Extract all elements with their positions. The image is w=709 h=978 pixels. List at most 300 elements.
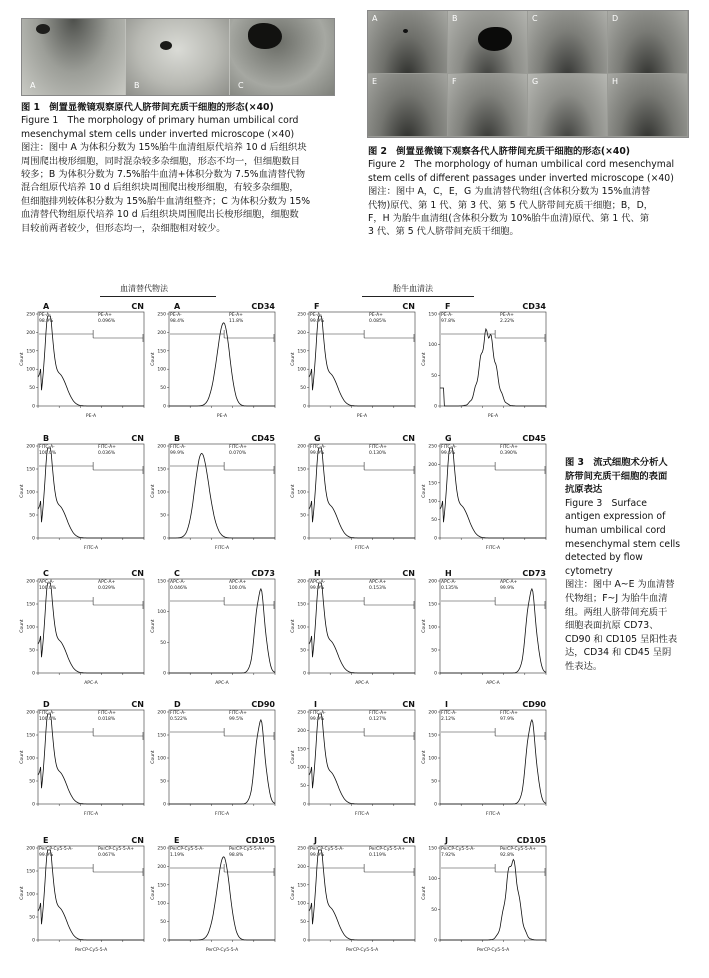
gate-negative [441, 462, 495, 470]
flow-panel-b-cn [16, 434, 148, 554]
flow-panel-g-cd45 [418, 434, 550, 554]
figure2-panel-g [528, 74, 607, 136]
figure2-micrographs [367, 10, 689, 138]
histogram-curve [440, 860, 546, 941]
gate-right-stats [500, 711, 518, 722]
figure2-note-1: 代物)原代、第 1 代、第 3 代、第 5 代人脐带间充质干细胞；B，D， [368, 199, 654, 211]
figure1-note-1: 周围爬出梭形细胞，同时混杂较多杂细胞，形态不均一，但细胞数目 [21, 155, 300, 167]
y-axis-label: Count [291, 352, 296, 366]
y-tick-label: 150 [297, 467, 306, 473]
flow-panel-c-cd73 [147, 569, 279, 689]
plot-frame [440, 846, 546, 940]
plot-frame [38, 579, 144, 673]
gate-right-name: PerCP-Cy5-5-A+ [98, 847, 135, 852]
y-tick-label: 0 [434, 938, 437, 944]
panel-letter: A [43, 302, 50, 311]
gate-positive [364, 334, 414, 342]
panel-letter: C [43, 569, 49, 578]
y-tick-label: 100 [297, 901, 306, 907]
panel-marker: CD34 [251, 302, 275, 311]
flow-panel-g-cn [287, 434, 419, 554]
figure3-caption-line-9: 图注：图中 A~E 为血清替 [565, 579, 675, 591]
y-axis-label: Count [20, 619, 25, 633]
y-tick-label: 150 [428, 481, 437, 487]
gate-negative [441, 597, 495, 605]
panel-marker: CD45 [251, 434, 275, 443]
figure3-caption-line-15: 性表达。 [565, 660, 603, 672]
y-tick-label: 50 [300, 513, 306, 519]
histogram-curve [309, 316, 415, 406]
figure1-note-6: 目较前两者较少，但形态均一，杂细胞相对较少。 [21, 222, 226, 234]
figure1-note-5: 血清替代物组原代培养 10 d 后组织块周围爬出长梭形细胞，细胞数 [21, 209, 299, 221]
gate-left-name: PE-A- [310, 313, 322, 318]
gate-left-stats [441, 847, 475, 858]
histogram-curve [309, 850, 415, 940]
panel-letter: C [174, 569, 180, 578]
x-axis-label: PE-A [487, 414, 499, 419]
y-tick-label: 100 [428, 499, 437, 505]
gate-right-pct: 99.9% [500, 585, 515, 591]
gate-left-pct: 99.9% [39, 852, 54, 858]
gate-right-name: FITC-A+ [98, 445, 116, 450]
plot-frame [309, 846, 415, 940]
gate-left-stats [441, 711, 457, 722]
gate-left-pct: 1.19% [170, 852, 185, 858]
y-tick-label: 150 [297, 883, 306, 889]
y-axis-label: Count [291, 750, 296, 764]
figure2-panel-c [528, 11, 607, 73]
y-tick-label: 250 [428, 444, 437, 450]
figure1-caption [21, 101, 341, 235]
y-tick-label: 100 [26, 490, 35, 496]
gate-left-pct: 0.522% [170, 716, 188, 722]
flow-panel-h-cd73 [418, 569, 550, 689]
panel-letter: H [314, 569, 321, 578]
y-tick-label: 50 [29, 648, 35, 654]
flow-histogram-svg [16, 434, 148, 554]
plot-frame [169, 444, 275, 538]
figure2-letter-h: H [612, 77, 619, 86]
panel-letter: J [314, 836, 317, 845]
flow-panel-f-cn [287, 302, 419, 422]
panel-letter: F [314, 302, 320, 311]
y-tick-label: 200 [157, 330, 166, 336]
figure3-caption-line-7: detected by flow [565, 552, 643, 564]
y-tick-label: 150 [297, 602, 306, 608]
gate-right-pct: 0.130% [369, 450, 387, 456]
y-axis-label: Count [151, 886, 156, 900]
flow-histogram-svg [147, 434, 279, 554]
panel-marker: CD90 [522, 700, 546, 709]
plot-frame [309, 579, 415, 673]
x-axis-label: PerCP-Cy5-5-A [345, 948, 379, 953]
figure2-letter-g: G [532, 77, 539, 86]
gate-left-stats [310, 847, 344, 858]
flow-panel-b-cd45 [147, 434, 279, 554]
plot-frame [169, 579, 275, 673]
figure2-caption [368, 145, 698, 239]
histogram-curve [309, 583, 415, 673]
histogram-curve [38, 316, 144, 406]
y-axis-label: Count [151, 750, 156, 764]
gate-left-pct: 0.046% [170, 585, 188, 591]
y-tick-label: 200 [297, 864, 306, 870]
y-axis-label: Count [422, 886, 427, 900]
y-axis-label: Count [151, 484, 156, 498]
x-axis-label: APC-A [84, 681, 98, 686]
panel-letter: E [174, 836, 180, 845]
gate-positive [364, 732, 414, 740]
flow-histogram-svg [16, 302, 148, 422]
gate-right-pct: 0.018% [98, 716, 116, 722]
flow-histogram-svg [147, 302, 279, 422]
y-tick-label: 200 [26, 444, 35, 450]
gate-right-name: PerCP-Cy5-5-A+ [500, 847, 537, 852]
gate-negative [39, 330, 93, 338]
gate-left-name: APC-A- [170, 580, 186, 585]
histogram-curve [440, 720, 546, 804]
panel-marker: CN [402, 434, 415, 443]
panel-marker: CN [131, 569, 144, 578]
figure1-note-0: 图注：图中 A 为体积分数为 15%胎牛血清组原代培养 10 d 后组织块 [21, 142, 307, 154]
y-axis-label: Count [422, 352, 427, 366]
y-tick-label: 50 [160, 920, 166, 926]
panel-letter: A [174, 302, 181, 311]
y-tick-label: 50 [431, 779, 437, 785]
x-axis-label: FITC-A [485, 812, 501, 817]
y-tick-label: 0 [303, 802, 306, 808]
gate-right-name: APC-A+ [229, 580, 247, 585]
y-tick-label: 100 [297, 625, 306, 631]
y-tick-label: 150 [428, 312, 437, 318]
figure2-letter-f: F [452, 77, 457, 86]
y-tick-label: 150 [157, 467, 166, 473]
y-tick-label: 50 [300, 648, 306, 654]
y-tick-label: 150 [297, 349, 306, 355]
panel-letter: I [445, 700, 448, 709]
gate-left-name: FITC-A- [441, 445, 457, 450]
gate-right-name: FITC-A+ [500, 445, 518, 450]
gate-left-name: FITC-A- [170, 445, 186, 450]
panel-marker: CD73 [522, 569, 546, 578]
flow-histogram-svg [418, 569, 550, 689]
plot-frame [169, 710, 275, 804]
y-tick-label: 200 [428, 462, 437, 468]
gate-negative [170, 330, 224, 338]
gate-left-stats [310, 711, 326, 722]
y-tick-label: 200 [428, 579, 437, 585]
gate-right-pct: 98.8% [229, 852, 244, 858]
figure1-caption-en-title-1: Figure 1 The morphology of primary human umbilical cord [21, 115, 299, 127]
y-tick-label: 250 [157, 312, 166, 318]
gate-positive [495, 868, 545, 876]
flow-histogram-svg [147, 569, 279, 689]
gate-left-name: PE-A- [441, 313, 453, 318]
panel-letter: I [314, 700, 317, 709]
y-tick-label: 0 [32, 404, 35, 410]
y-tick-label: 50 [431, 907, 437, 913]
gate-positive [93, 868, 143, 876]
gate-right-pct: 0.153% [369, 585, 387, 591]
x-axis-label: APC-A [215, 681, 229, 686]
y-tick-label: 0 [32, 671, 35, 677]
gate-negative [441, 864, 495, 872]
y-tick-label: 200 [428, 710, 437, 716]
gate-right-name: PerCP-Cy5-5-A+ [229, 847, 266, 852]
gate-positive [224, 601, 274, 609]
gate-left-stats [310, 445, 326, 456]
y-tick-label: 200 [157, 864, 166, 870]
panel-marker: CN [402, 836, 415, 845]
panel-marker: CD45 [522, 434, 546, 443]
y-tick-label: 50 [431, 373, 437, 379]
figure2-letter-d: D [612, 14, 619, 23]
panel-letter: D [174, 700, 181, 709]
x-axis-label: PerCP-Cy5-5-A [74, 948, 108, 953]
y-tick-label: 50 [160, 640, 166, 646]
y-tick-label: 0 [434, 536, 437, 542]
plot-frame [440, 444, 546, 538]
figure3-caption-line-12: 细胞表面抗原 CD73、 [565, 620, 659, 632]
figure2-letter-a: A [372, 14, 378, 23]
y-tick-label: 150 [428, 733, 437, 739]
y-axis-label: Count [422, 484, 427, 498]
y-tick-label: 150 [428, 846, 437, 852]
gate-right-pct: 0.390% [500, 450, 518, 456]
gate-right-pct: 2.22% [500, 318, 515, 324]
y-tick-label: 0 [434, 671, 437, 677]
figure2-caption-en-title-2: stem cells of different passages under inverted microscope (×40) [368, 172, 674, 184]
gate-right-pct: 0.067% [98, 852, 116, 858]
y-tick-label: 150 [26, 733, 35, 739]
y-tick-label: 200 [26, 330, 35, 336]
panel-letter: J [445, 836, 448, 845]
figure2-note-3: 3 代、第 5 代人脐带间充质干细胞。 [368, 226, 519, 238]
y-axis-label: Count [20, 750, 25, 764]
y-tick-label: 100 [157, 610, 166, 616]
gate-left-stats [170, 445, 186, 456]
gate-right-name: FITC-A+ [98, 711, 116, 716]
gate-positive [224, 466, 274, 474]
y-tick-label: 0 [434, 802, 437, 808]
y-tick-label: 0 [303, 671, 306, 677]
flow-histogram-svg [287, 302, 419, 422]
figure2-panel-a [368, 11, 447, 73]
figure3-caption-line-6: mesenchymal stem cells [565, 538, 681, 550]
histogram-curve [169, 857, 275, 940]
gate-negative [310, 728, 364, 736]
gate-left-name: PerCP-Cy5-5-A- [310, 847, 344, 852]
flow-panel-a-cd34 [147, 302, 279, 422]
flow-panel-i-cd90 [418, 700, 550, 820]
gate-right-name: FITC-A+ [229, 445, 247, 450]
y-tick-label: 200 [26, 579, 35, 585]
figure1-note-2: 较多；B 为体积分数为 7.5%胎牛血清+体积分数为 7.5%血清替代物 [21, 169, 306, 181]
plot-frame [38, 312, 144, 406]
y-tick-label: 150 [157, 733, 166, 739]
y-tick-label: 100 [297, 367, 306, 373]
gate-right-name: PE-A+ [229, 313, 243, 318]
panel-marker: CN [131, 434, 144, 443]
flow-panel-j-cn [287, 836, 419, 956]
gate-left-stats [441, 580, 458, 591]
gate-negative [310, 330, 364, 338]
figure3-caption-line-8: cytometry [565, 565, 613, 577]
x-axis-label: FITC-A [83, 812, 99, 817]
plot-frame [440, 710, 546, 804]
flow-panel-d-cn [16, 700, 148, 820]
gate-right-stats [369, 580, 386, 591]
figure1-micrographs [21, 18, 335, 96]
y-axis-label: Count [20, 352, 25, 366]
gate-right-stats [500, 580, 517, 591]
gate-right-pct: 100.0% [229, 585, 247, 591]
flow-histogram-svg [418, 302, 550, 422]
gate-right-name: APC-A+ [500, 580, 518, 585]
histogram-curve [38, 850, 144, 940]
flow-histogram-svg [418, 434, 550, 554]
y-tick-label: 100 [157, 901, 166, 907]
gate-positive [93, 732, 143, 740]
x-axis-label: FITC-A [485, 546, 501, 551]
histogram-curve [38, 448, 144, 538]
gate-left-stats [310, 313, 324, 324]
panel-marker: CN [402, 302, 415, 311]
gate-positive [364, 601, 414, 609]
gate-negative [39, 864, 93, 872]
figure1-letter-a: A [30, 81, 36, 90]
y-tick-label: 0 [163, 938, 166, 944]
y-tick-label: 200 [297, 728, 306, 734]
y-tick-label: 50 [300, 920, 306, 926]
flow-panel-h-cn [287, 569, 419, 689]
gate-positive [224, 732, 274, 740]
gate-negative [310, 462, 364, 470]
histogram-curve [309, 448, 415, 538]
gate-right-name: FITC-A+ [369, 711, 387, 716]
y-tick-label: 150 [26, 467, 35, 473]
figure3-caption-line-1: 脐带间充质干细胞的表面 [565, 470, 668, 482]
gate-right-stats [98, 847, 134, 858]
gate-right-stats [98, 711, 116, 722]
gate-positive [364, 466, 414, 474]
gate-left-name: FITC-A- [170, 711, 186, 716]
figure3-group-left-line [100, 296, 216, 297]
flow-panel-i-cn [287, 700, 419, 820]
figure1-panel-a [22, 19, 125, 95]
figure3-group-right-label: 胎牛血清法 [393, 284, 433, 293]
y-tick-label: 100 [26, 367, 35, 373]
y-axis-label: Count [291, 484, 296, 498]
gate-left-name: PE-A- [39, 313, 51, 318]
y-tick-label: 200 [297, 444, 306, 450]
flow-histogram-svg [16, 569, 148, 689]
panel-marker: CN [131, 700, 144, 709]
gate-left-name: FITC-A- [310, 711, 326, 716]
gate-right-stats [98, 580, 115, 591]
gate-negative [170, 864, 224, 872]
gate-left-pct: 0.135% [441, 585, 459, 591]
gate-positive [224, 868, 274, 876]
flow-panel-d-cd90 [147, 700, 279, 820]
gate-left-stats [39, 847, 73, 858]
gate-left-name: FITC-A- [441, 711, 457, 716]
panel-letter: F [445, 302, 451, 311]
y-tick-label: 150 [26, 349, 35, 355]
figure1-panel-c [230, 19, 334, 95]
gate-left-name: FITC-A- [310, 445, 326, 450]
y-axis-label: Count [422, 750, 427, 764]
y-tick-label: 0 [163, 536, 166, 542]
figure3-caption-line-5: human umbilical cord [565, 524, 666, 536]
panel-marker: CN [402, 700, 415, 709]
panel-letter: H [445, 569, 452, 578]
gate-left-stats [170, 580, 187, 591]
gate-right-stats [369, 445, 387, 456]
figure1-caption-en-title-2: mesenchymal stem cells under inverted microscope (×40) [21, 128, 295, 140]
flow-histogram-svg [287, 700, 419, 820]
flow-panel-e-cn [16, 836, 148, 956]
figure3-caption-line-4: antigen expression of [565, 511, 666, 523]
gate-negative [441, 728, 495, 736]
y-tick-label: 0 [303, 536, 306, 542]
gate-right-stats [229, 313, 243, 324]
histogram-curve [440, 329, 546, 406]
y-tick-label: 0 [163, 671, 166, 677]
x-axis-label: FITC-A [83, 546, 99, 551]
gate-left-stats [39, 580, 56, 591]
figure3-caption-line-14: 达，CD34 和 CD45 呈阴 [565, 647, 672, 659]
panel-marker: CN [131, 302, 144, 311]
gate-right-stats [369, 711, 387, 722]
figure3-caption-line-10: 代物组；F~J 为胎牛血清 [565, 592, 668, 604]
gate-right-stats [500, 445, 518, 456]
y-tick-label: 0 [163, 404, 166, 410]
gate-right-name: FITC-A+ [229, 711, 247, 716]
flow-panel-e-cd105 [147, 836, 279, 956]
gate-right-name: FITC-A+ [369, 445, 387, 450]
histogram-curve [440, 589, 546, 673]
gate-left-pct: 100.0% [39, 716, 57, 722]
flow-histogram-svg [16, 700, 148, 820]
histogram-curve [440, 448, 546, 538]
gate-right-stats [500, 313, 514, 324]
gate-negative [39, 728, 93, 736]
y-tick-label: 200 [26, 846, 35, 852]
flow-histogram-svg [287, 434, 419, 554]
gate-left-stats [170, 711, 187, 722]
figure2-panel-f [448, 74, 527, 136]
gate-right-stats [369, 313, 386, 324]
x-axis-label: APC-A [486, 681, 500, 686]
gate-right-name: APC-A+ [98, 580, 116, 585]
y-tick-label: 200 [297, 579, 306, 585]
gate-right-name: PE-A+ [369, 313, 383, 318]
gate-right-pct: 0.085% [369, 318, 387, 324]
gate-left-name: PerCP-Cy5-5-A- [170, 847, 204, 852]
y-tick-label: 200 [157, 710, 166, 716]
gate-left-stats [310, 580, 325, 591]
flow-panel-f-cd34 [418, 302, 550, 422]
x-axis-label: PerCP-Cy5-5-A [476, 948, 510, 953]
figure3-caption-line-13: CD90 和 CD105 呈阳性表 [565, 633, 678, 645]
y-tick-label: 100 [428, 625, 437, 631]
y-tick-label: 150 [26, 869, 35, 875]
gate-right-pct: 92.8% [500, 852, 515, 858]
gate-negative [310, 597, 364, 605]
y-tick-label: 250 [297, 710, 306, 716]
x-axis-label: FITC-A [354, 546, 370, 551]
